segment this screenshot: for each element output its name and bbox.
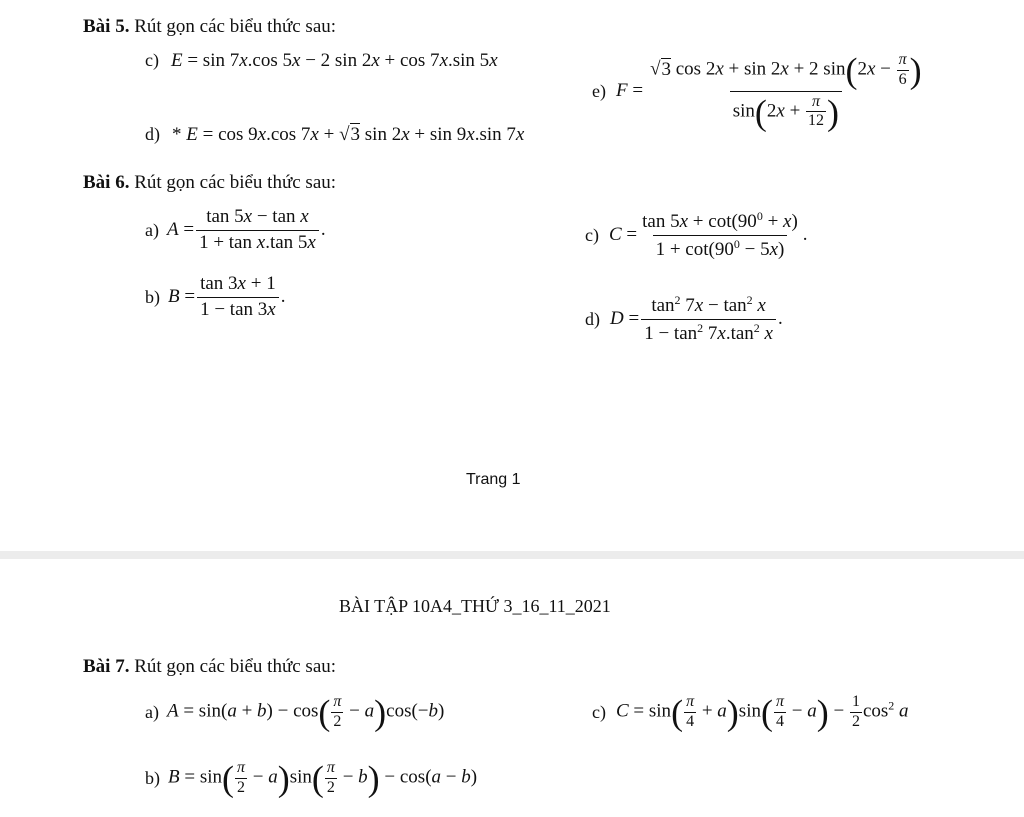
exercise-7c: c) C = sin( $\frac{\pi}{4}$ + a)sin( $\frac{\pi}{4}$ − a) − $\frac{1}{2}$ $\cos^2 a$ <box>592 692 909 733</box>
exercise-5-title: Bài 5. Rút gọn các biểu thức sau: <box>83 16 337 37</box>
exercise-6d: d) D = $\frac{\tan^2 7x - \tan^2 x}{1 - \tan^2 7x.\tan^2 x}$ . <box>585 293 783 344</box>
exercise-7b: b) B = sin( $\frac{\pi}{2}$ − a)sin( $\frac{\pi}{2}$ − b) − cos(a − b) <box>145 758 478 799</box>
exercise-7-title: Bài 7. Rút gọn các biểu thức sau: <box>83 656 337 677</box>
page-2 <box>0 559 1024 817</box>
worksheet-header: BÀI TẬP 10A4_THỨ 3_16_11_2021 <box>339 596 611 616</box>
page-number: Trang 1 <box>466 471 521 488</box>
exercise-6-title: Bài 6. Rút gọn các biểu thức sau: <box>83 172 337 193</box>
exercise-6c: c) C = $\frac{\tan 5x + \cot(90^0 + x)}{1 + \cot(90^0 - 5x)}$ . <box>585 209 808 260</box>
exercise-6a: a) A = $\frac{\text{tan 5x − tan x}}{\text{1 + tan x.tan 5x}}$ . <box>145 206 326 253</box>
page-separator <box>0 551 1024 559</box>
exercise-5e: e) F = √3 cos 2x + sin 2x + 2 sin(2x − $\frac{\pi}{6}$ ) sin(2x + $\frac{\pi}{12}$ ) <box>592 50 922 132</box>
exercise-5d: d) * E = cos 9x.cos 7x + √3 sin 2x + sin 9x.sin 7x <box>145 124 525 145</box>
exercise-7a: a) A = sin(a + b) − cos( $\frac{\pi}{2}$ − a)cos(−b) <box>145 692 445 733</box>
exercise-6b: b) B = $\frac{\tan 3x + 1}{1 - \tan 3x}$ . <box>145 273 286 320</box>
exercise-5c: c) E = sin 7x.cos 5x − 2 sin 2x + cos 7x.sin 5x <box>145 50 498 71</box>
